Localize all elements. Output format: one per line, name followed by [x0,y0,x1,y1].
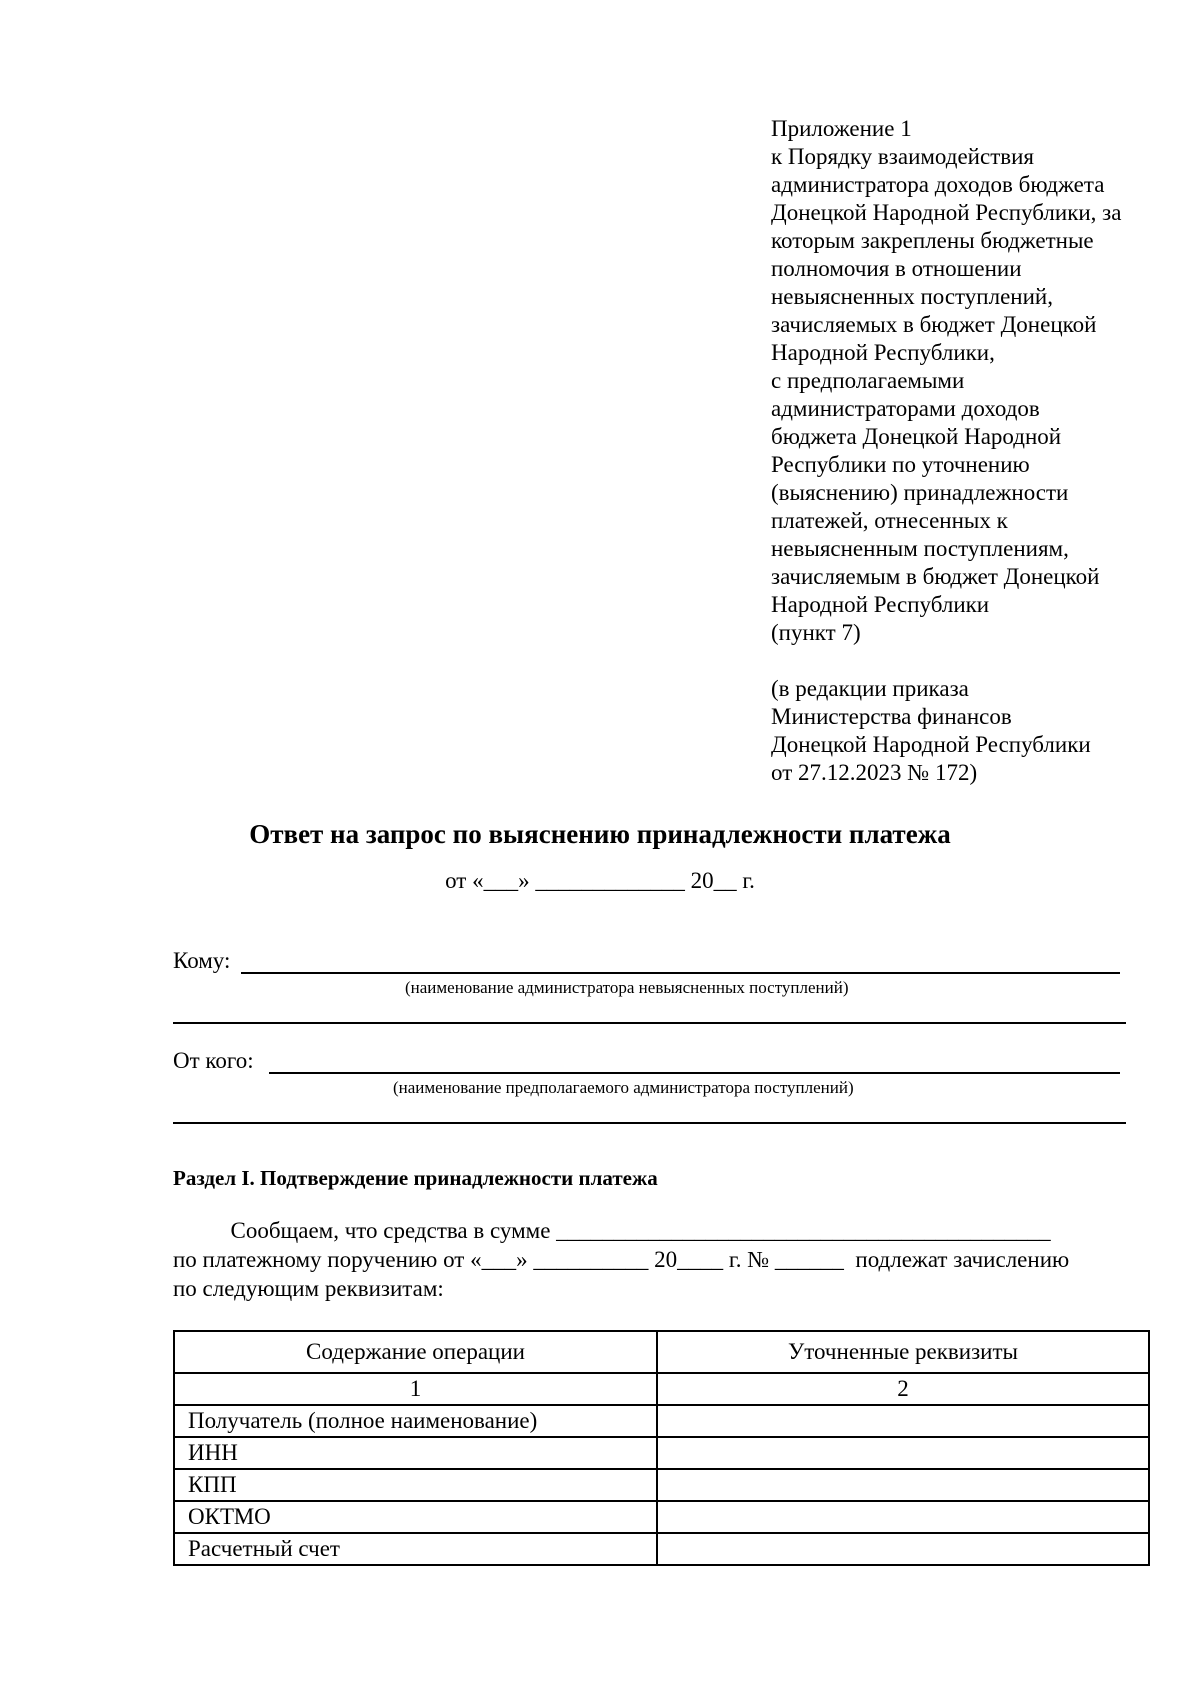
requisites-table [173,1330,1150,1566]
table-body [174,1373,1149,1565]
to-extra-line[interactable] [173,1022,1126,1024]
appendix-line: Донецкой Народной Республики, за [771,200,1122,225]
from-label: От кого: [173,1048,254,1073]
appendix-line: бюджета Донецкой Народной [771,424,1062,449]
appendix-line: (пункт 7) [771,620,861,645]
column-number: 1 [174,1373,657,1405]
appendix-line: полномочия в отношении [771,256,1022,281]
operation-cell: ОКТМО [174,1501,657,1533]
from-caption: (наименование предполагаемого администратора поступлений) [393,1078,854,1097]
document-title: Ответ на запрос по выяснению принадлежности платежа [249,819,951,849]
from-fill-line[interactable] [269,1072,1120,1074]
requisite-value-cell[interactable] [657,1405,1149,1437]
operation-cell: Расчетный счет [174,1533,657,1565]
table-row [174,1501,1149,1533]
appendix-line: которым закреплены бюджетные [771,228,1094,253]
operation-cell: КПП [174,1469,657,1501]
from-extra-line[interactable] [173,1122,1126,1124]
appendix-line: администратора доходов бюджета [771,172,1105,197]
table-header-row [174,1331,1149,1373]
appendix-lines [771,115,1191,647]
edition-line: Министерства финансов [771,704,1012,729]
appendix-block [771,115,1191,787]
edition-line: от 27.12.2023 № 172) [771,760,978,785]
to-fill-line[interactable] [241,972,1120,974]
edition-note [771,675,1191,787]
column-number: 2 [657,1373,1149,1405]
appendix-line: невыясненным поступлениям, [771,536,1069,561]
requisite-value-cell[interactable] [657,1469,1149,1501]
table-row [174,1437,1149,1469]
appendix-line: (выяснению) принадлежности [771,480,1069,505]
appendix-line: Республики по уточнению [771,452,1030,477]
operation-cell: Получатель (полное наименование) [174,1405,657,1437]
operation-cell: ИНН [174,1437,657,1469]
appendix-line: Народной Республики [771,592,990,617]
column-header: Содержание операции [174,1331,657,1373]
appendix-line: Приложение 1 [771,116,912,141]
appendix-line: зачисляемым в бюджет Донецкой [771,564,1100,589]
requisites-intro: по следующим реквизитам: [173,1276,444,1301]
requisite-value-cell[interactable] [657,1533,1149,1565]
edition-line: Донецкой Народной Республики [771,732,1091,757]
requisite-value-cell[interactable] [657,1437,1149,1469]
appendix-line: Народной Республики, [771,340,995,365]
appendix-line: администраторами доходов [771,396,1040,421]
section-title: Раздел I. Подтверждение принадлежности платежа [173,1166,658,1190]
requisite-value-cell[interactable] [657,1501,1149,1533]
to-label: Кому: [173,948,231,973]
payment-order-line: по платежному поручению от «___» __________ 20____ г. № ______ подлежат зачислению [173,1247,1070,1272]
column-number-row [174,1373,1149,1405]
appendix-line: платежей, отнесенных к [771,508,1008,533]
amount-line: Сообщаем, что средства в сумме ___________________________________________ [173,1218,1051,1243]
date-line: от «___» _____________ 20__ г. [445,868,755,893]
appendix-line: с предполагаемыми [771,368,965,393]
appendix-line: невыясненных поступлений, [771,284,1053,309]
appendix-line: к Порядку взаимодействия [771,144,1034,169]
table-row [174,1533,1149,1565]
column-header: Уточненные реквизиты [657,1331,1149,1373]
edition-line: (в редакции приказа [771,676,969,701]
table-row [174,1469,1149,1501]
appendix-line: зачисляемых в бюджет Донецкой [771,312,1097,337]
to-caption: (наименование администратора невыясненных поступлений) [405,978,849,997]
table-row [174,1405,1149,1437]
